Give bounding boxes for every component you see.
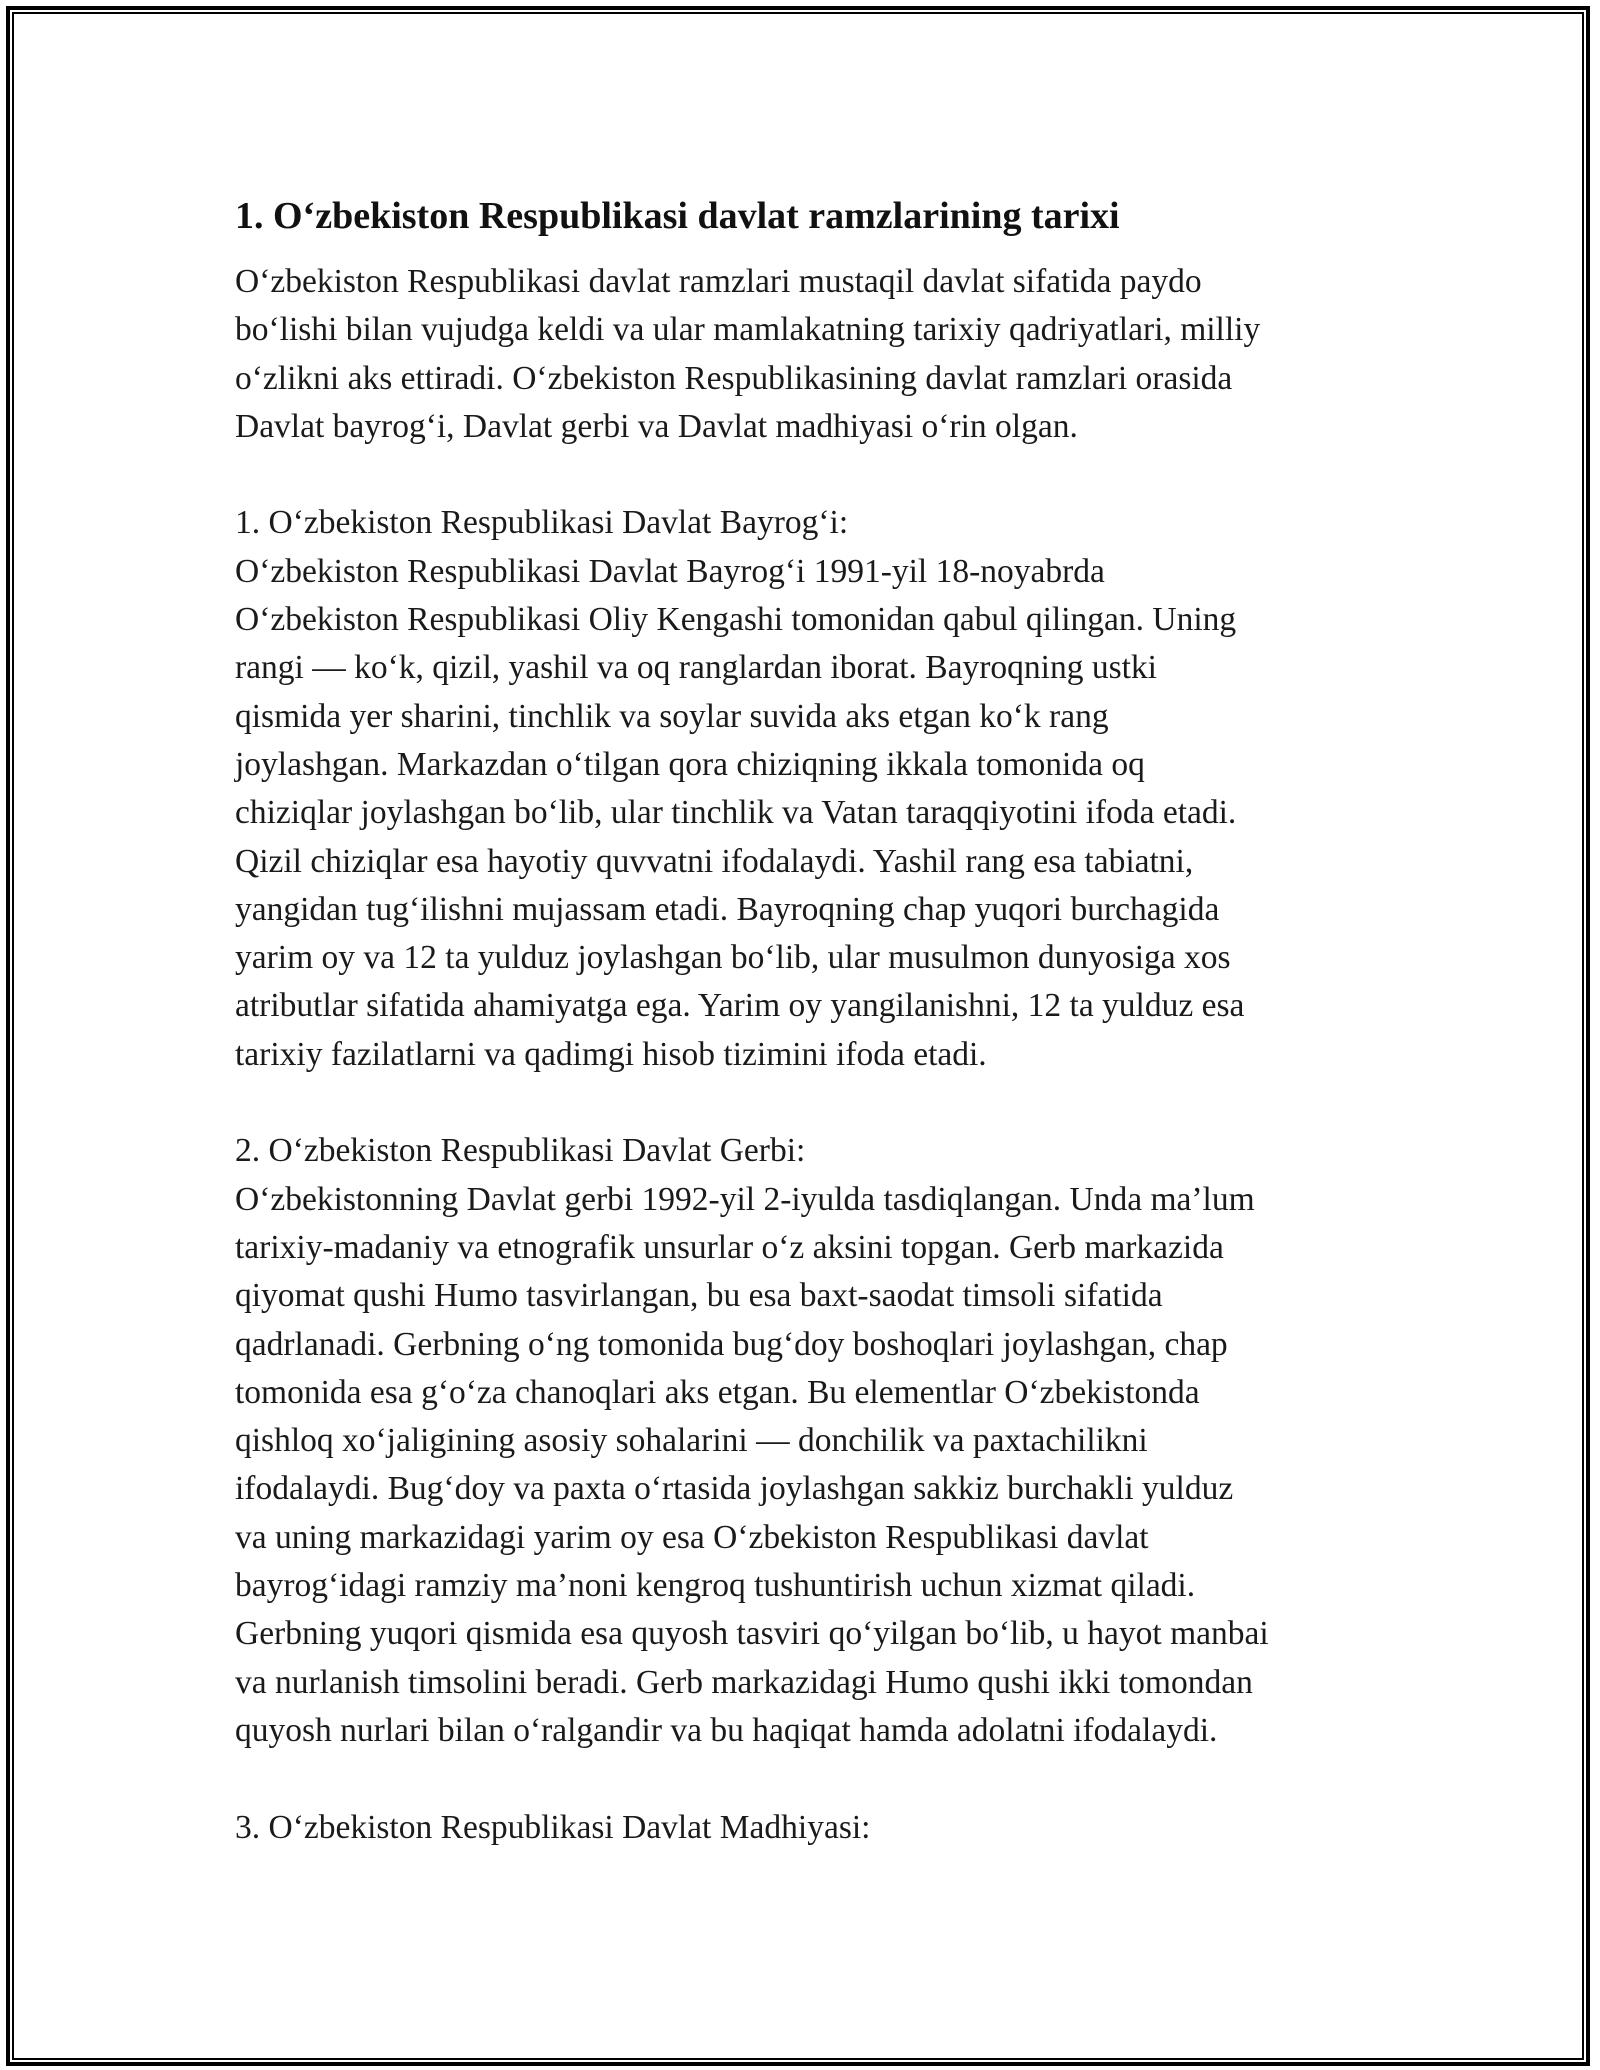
paragraph-line: o‘zlikni aks ettiradi. O‘zbekiston Respublikasining davlat ramzlari orasida xyxy=(235,359,1233,397)
paragraph-line: O‘zbekiston Respublikasi Davlat Bayrog‘i 1991-yil 18-noyabrda xyxy=(235,552,1105,590)
paragraph-gap xyxy=(235,451,1395,499)
paragraph-line: O‘zbekistonning Davlat gerbi 1992-yil 2-iyulda tasdiqlangan. Unda ma’lum xyxy=(235,1180,1255,1218)
paragraph-line: Gerbning yuqori qismida esa quyosh tasviri qo‘yilgan bo‘lib, u hayot manbai xyxy=(235,1615,1269,1653)
paragraph-line: Davlat bayrog‘i, Davlat gerbi va Davlat madhiyasi o‘rin olgan. xyxy=(235,407,1078,445)
paragraph-line: chiziqlar joylashgan bo‘lib, ular tinchlik va Vatan taraqqiyotini ifoda etadi. xyxy=(235,794,1237,832)
paragraph-line: qishloq xo‘jaligining asosiy sohalarini — donchilik va paxtachilikni xyxy=(235,1422,1148,1460)
intro-paragraph xyxy=(235,258,1395,451)
paragraph-line: Qizil chiziqlar esa hayotiy quvvatni ifodalaydi. Yashil rang esa tabiatni, xyxy=(235,842,1194,880)
paragraph-line: tarixiy fazilatlarni va qadimgi hisob tizimini ifoda etadi. xyxy=(235,1035,987,1073)
paragraph-line: bayrog‘idagi ramziy ma’noni kengroq tushuntirish uchun xizmat qiladi. xyxy=(235,1567,1196,1605)
document-heading: 1. O‘zbekiston Respublikasi davlat ramzlarining tarixi xyxy=(235,195,1120,237)
section-title-flag: 1. O‘zbekiston Respublikasi Davlat Bayrog‘i: xyxy=(235,504,849,542)
document-page xyxy=(235,188,1395,1852)
section-coat-of-arms xyxy=(235,1127,1395,1755)
paragraph-line: qiyomat qushi Humo tasvirlangan, bu esa baxt-saodat timsoli sifatida xyxy=(235,1277,1163,1315)
paragraph-line: yangidan tug‘ilishni mujassam etadi. Bayroqning chap yuqori burchagida xyxy=(235,890,1220,928)
paragraph-line: O‘zbekiston Respublikasi Oliy Kengashi tomonidan qabul qilingan. Uning xyxy=(235,601,1237,639)
section-title-anthem: 3. O‘zbekiston Respublikasi Davlat Madhiyasi: xyxy=(235,1808,871,1846)
section-anthem xyxy=(235,1804,1395,1852)
paragraph-line: qismida yer sharini, tinchlik va soylar suvida aks etgan ko‘k rang xyxy=(235,697,1109,735)
paragraph-line: joylashgan. Markazdan o‘tilgan qora chiziqning ikkala tomonida oq xyxy=(235,745,1145,783)
section-title-coat-of-arms: 2. O‘zbekiston Respublikasi Davlat Gerbi: xyxy=(235,1132,806,1170)
paragraph-line: quyosh nurlari bilan o‘ralgandir va bu haqiqat hamda adolatni ifodalaydi. xyxy=(235,1711,1218,1749)
paragraph-line: yarim oy va 12 ta yulduz joylashgan bo‘lib, ular musulmon dunyosiga xos xyxy=(235,939,1231,977)
paragraph-line: va uning markazidagi yarim oy esa O‘zbekiston Respublikasi davlat xyxy=(235,1518,1149,1556)
paragraph-line: va nurlanish timsolini beradi. Gerb markazidagi Humo qushi ikki tomondan xyxy=(235,1663,1253,1701)
paragraph-line: tarixiy-madaniy va etnografik unsurlar o‘z aksini topgan. Gerb markazida xyxy=(235,1228,1224,1266)
paragraph-line: rangi — ko‘k, qizil, yashil va oq ranglardan iborat. Bayroqning ustki xyxy=(235,649,1157,687)
paragraph-line: atributlar sifatida ahamiyatga ega. Yarim oy yangilanishni, 12 ta yulduz esa xyxy=(235,987,1245,1025)
paragraph-line: bo‘lishi bilan vujudga keldi va ular mamlakatning tarixiy qadriyatlari, milliy xyxy=(235,311,1261,349)
paragraph-line: O‘zbekiston Respublikasi davlat ramzlari mustaqil davlat sifatida paydo xyxy=(235,263,1202,300)
paragraph-line: qadrlanadi. Gerbning o‘ng tomonida bug‘doy boshoqlari joylashgan, chap xyxy=(235,1325,1228,1363)
paragraph-line: ifodalaydi. Bug‘doy va paxta o‘rtasida joylashgan sakkiz burchakli yulduz xyxy=(235,1470,1234,1508)
paragraph-gap xyxy=(235,1079,1395,1127)
paragraph-gap xyxy=(235,1755,1395,1803)
section-flag xyxy=(235,499,1395,1079)
paragraph-line: tomonida esa g‘o‘za chanoqlari aks etgan. Bu elementlar O‘zbekistonda xyxy=(235,1373,1200,1411)
